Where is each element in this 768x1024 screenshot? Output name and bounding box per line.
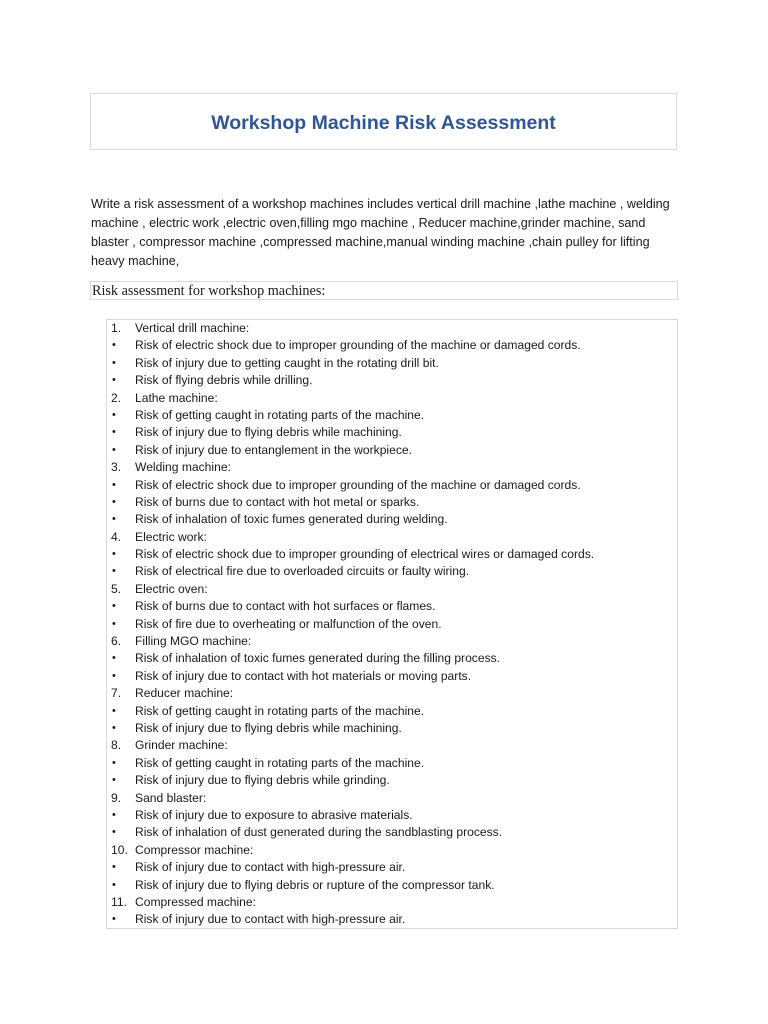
risk-item — [107, 563, 677, 580]
risk-item — [107, 807, 677, 824]
machine-heading — [107, 790, 677, 807]
list-item-text: Risk of injury due to contact with high-pressure air. — [135, 912, 406, 927]
machine-heading — [107, 737, 677, 754]
bullet-icon: • — [112, 878, 116, 891]
subheading-box — [90, 281, 678, 300]
list-number: 11. — [111, 894, 127, 909]
bullet-icon: • — [112, 426, 116, 439]
list-item-text: Risk of fire due to overheating or malfunction of the oven. — [135, 616, 442, 631]
bullet-icon: • — [112, 600, 116, 613]
risk-item — [107, 494, 677, 511]
risk-item — [107, 720, 677, 737]
list-number: 3. — [111, 460, 122, 475]
bullet-icon: • — [112, 756, 116, 769]
list-number: 8. — [111, 738, 122, 753]
list-item-text: Risk of inhalation of dust generated during the sandblasting process. — [135, 825, 503, 840]
list-item-text: Risk of electric shock due to improper grounding of the machine or damaged cords. — [135, 477, 581, 492]
list-number: 6. — [111, 634, 122, 649]
bullet-icon: • — [112, 721, 116, 734]
list-item-text: Electric work: — [135, 529, 207, 544]
bullet-icon: • — [112, 808, 116, 821]
bullet-icon: • — [112, 861, 116, 874]
risk-item — [107, 442, 677, 459]
risk-item — [107, 650, 677, 667]
list-number: 7. — [111, 686, 122, 701]
list-item-text: Risk of burns due to contact with hot surfaces or flames. — [135, 599, 436, 614]
title-box — [90, 93, 677, 150]
risk-item — [107, 911, 677, 928]
list-item-text: Risk of getting caught in rotating parts of the machine. — [135, 703, 425, 718]
list-item-text: Risk of injury due to flying debris while machining. — [135, 720, 402, 735]
machine-heading — [107, 390, 677, 407]
list-item-text: Risk of electrical fire due to overloaded circuits or faulty wiring. — [135, 564, 470, 579]
bullet-icon: • — [112, 408, 116, 421]
risk-list — [106, 319, 678, 929]
list-number: 4. — [111, 529, 122, 544]
list-item-text: Risk of getting caught in rotating parts of the machine. — [135, 755, 425, 770]
list-number: 1. — [111, 321, 122, 335]
list-item-text: Risk of injury due to contact with high-pressure air. — [135, 860, 406, 875]
list-item-text: Filling MGO machine: — [135, 634, 252, 649]
list-item-text: Reducer machine: — [135, 686, 234, 701]
machine-heading — [107, 633, 677, 650]
risk-item — [107, 668, 677, 685]
list-item-text: Lathe machine: — [135, 390, 218, 405]
list-item-text: Risk of injury due to getting caught in the rotating drill bit. — [135, 355, 439, 370]
bullet-icon: • — [112, 704, 116, 717]
machine-heading — [107, 894, 677, 911]
list-item-text: Risk of burns due to contact with hot metal or sparks. — [135, 494, 420, 509]
risk-item — [107, 755, 677, 772]
list-item-text: Risk of injury due to contact with hot materials or moving parts. — [135, 668, 472, 683]
risk-item — [107, 772, 677, 789]
list-item-text: Risk of injury due to flying debris while machining. — [135, 425, 402, 440]
list-item-text: Electric oven: — [135, 581, 208, 596]
bullet-icon: • — [112, 548, 116, 561]
list-item-text: Risk of electric shock due to improper grounding of the machine or damaged cords. — [135, 338, 581, 353]
bullet-icon: • — [112, 513, 116, 526]
list-item-text: Risk of getting caught in rotating parts of the machine. — [135, 407, 425, 422]
bullet-icon: • — [112, 826, 116, 839]
list-number: 2. — [111, 390, 122, 405]
list-item-text: Risk of flying debris while drilling. — [135, 373, 313, 388]
list-item-text: Risk of inhalation of toxic fumes generated during welding. — [135, 512, 448, 527]
machine-heading — [107, 529, 677, 546]
risk-item — [107, 616, 677, 633]
document-title: Workshop Machine Risk Assessment — [211, 112, 556, 134]
list-item-text: Vertical drill machine: — [135, 321, 250, 335]
list-number: 10. — [111, 842, 128, 857]
list-item-text: Risk of injury due to flying debris while grinding. — [135, 773, 390, 788]
list-number: 9. — [111, 790, 122, 805]
list-number: 5. — [111, 581, 122, 596]
list-item-text: Risk of inhalation of toxic fumes generated during the filling process. — [135, 651, 501, 666]
intro-paragraph: Write a risk assessment of a workshop machines includes vertical drill machine ,lathe machine , welding machine , electric work ,electric oven,filling mgo machine , Reducer machine,grinder machine, sand blaster , compressor machine ,compressed machine,manual winding machine ,chain pulley for lifting heavy machine, — [91, 197, 670, 268]
bullet-icon: • — [112, 443, 116, 456]
list-item-text: Compressed machine: — [135, 894, 256, 909]
bullet-icon: • — [112, 478, 116, 491]
list-item-text: Welding machine: — [135, 460, 231, 475]
risk-item — [107, 703, 677, 720]
list-item-text: Sand blaster: — [135, 790, 207, 805]
risk-item — [107, 477, 677, 494]
list-item-text: Risk of injury due to exposure to abrasive materials. — [135, 807, 413, 822]
risk-item — [107, 546, 677, 563]
list-item-text: Risk of electric shock due to improper grounding of electrical wires or damaged cords. — [135, 547, 595, 562]
risk-item — [107, 824, 677, 841]
risk-item — [107, 859, 677, 876]
list-item-text: Risk of injury due to entanglement in the workpiece. — [135, 442, 412, 457]
risk-item — [107, 424, 677, 441]
machine-heading — [107, 581, 677, 598]
machine-heading — [107, 320, 677, 337]
bullet-icon: • — [112, 652, 116, 665]
risk-item — [107, 511, 677, 528]
bullet-icon: • — [112, 356, 116, 369]
list-item-text: Grinder machine: — [135, 738, 228, 753]
machine-heading — [107, 459, 677, 476]
risk-item — [107, 877, 677, 894]
bullet-icon: • — [112, 565, 116, 578]
bullet-icon: • — [112, 669, 116, 682]
bullet-icon: • — [112, 495, 116, 508]
risk-item — [107, 355, 677, 372]
bullet-icon: • — [112, 913, 116, 926]
machine-heading — [107, 685, 677, 702]
bullet-icon: • — [112, 339, 116, 352]
risk-item — [107, 598, 677, 615]
bullet-icon: • — [112, 374, 116, 387]
list-item-text: Risk of injury due to flying debris or rupture of the compressor tank. — [135, 877, 495, 892]
bullet-icon: • — [112, 774, 116, 787]
bullet-icon: • — [112, 617, 116, 630]
risk-item — [107, 337, 677, 354]
subheading: Risk assessment for workshop machines: — [92, 283, 326, 299]
machine-heading — [107, 842, 677, 859]
risk-item — [107, 372, 677, 389]
risk-item — [107, 407, 677, 424]
list-item-text: Compressor machine: — [135, 842, 254, 857]
